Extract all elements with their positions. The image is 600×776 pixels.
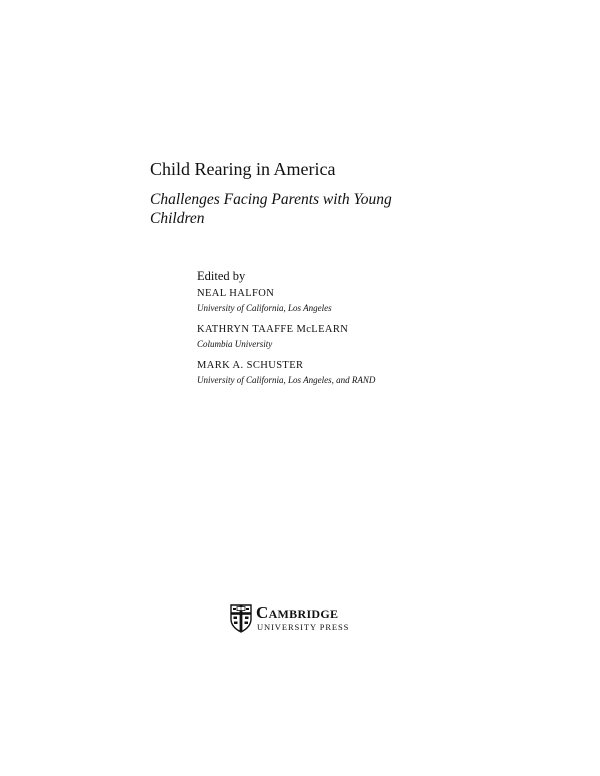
publisher-subtitle: UNIVERSITY PRESS xyxy=(257,622,350,632)
editor-affiliation: University of California, Los Angeles xyxy=(197,303,332,313)
editor-entry xyxy=(197,287,537,314)
editor-entry xyxy=(197,359,537,386)
editor-entry xyxy=(197,323,537,350)
book-subtitle: Challenges Facing Parents with Young Children xyxy=(150,191,392,227)
editor-affiliation: University of California, Los Angeles, and RAND xyxy=(197,375,376,385)
publisher-name: Cambridge xyxy=(256,603,339,622)
book-title: Child Rearing in America xyxy=(150,159,336,179)
editor-name: NEAL HALFON xyxy=(197,288,275,299)
publisher-text xyxy=(256,604,349,632)
editor-affiliation: Columbia University xyxy=(197,339,273,349)
edited-by-label: Edited by xyxy=(197,269,246,283)
editor-name: MARK A. SCHUSTER xyxy=(197,360,304,371)
editor-name: KATHRYN TAAFFE McLEARN xyxy=(197,324,349,335)
publisher-logo xyxy=(230,602,349,634)
editors-block xyxy=(197,268,537,395)
cambridge-crest-icon xyxy=(230,604,252,633)
